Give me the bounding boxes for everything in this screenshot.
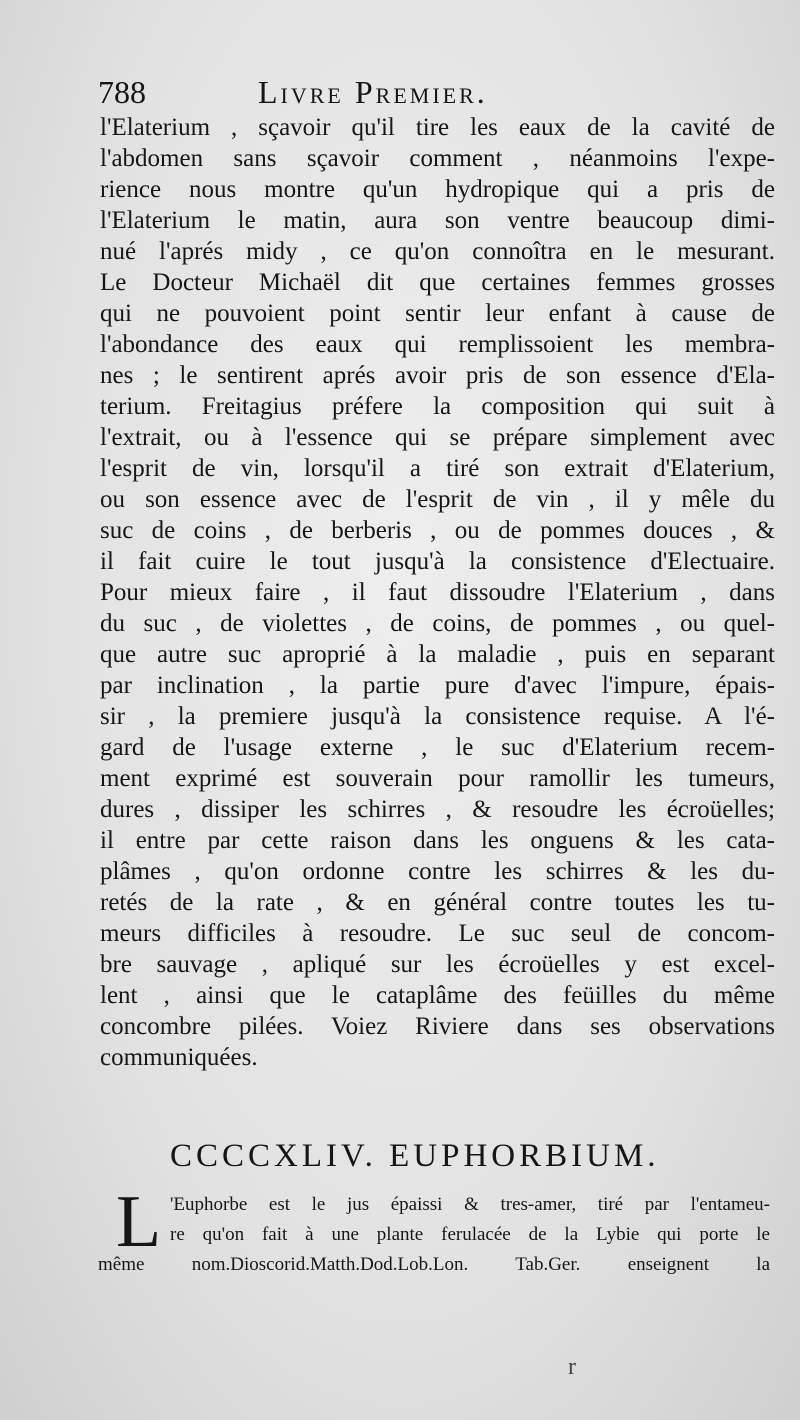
text-line: suc de coins , de berberis , ou de pommes douces , & [100, 517, 775, 544]
text-line: rience nous montre qu'un hydropique qui a pris de [100, 176, 775, 203]
page-header [98, 72, 778, 112]
text-line: il fait cuire le tout jusqu'à la consistence d'Electuaire. [100, 548, 775, 575]
text-line: l'esprit de vin, lorsqu'il a tiré son extrait d'Elaterium, [100, 455, 775, 482]
text-line: lent , ainsi que le cataplâme des feüilles du même [100, 982, 775, 1009]
drop-cap: L [116, 1181, 162, 1263]
text-line: il entre par cette raison dans les onguens & les cata- [100, 827, 775, 854]
text-line: communiquées. [100, 1044, 258, 1071]
text-line: l'abondance des eaux qui remplissoient les membra- [100, 331, 775, 358]
text-line: gard de l'usage externe , le suc d'Elaterium recem- [100, 734, 775, 761]
text-line: nes ; le sentirent aprés avoir pris de son essence d'Ela- [100, 362, 775, 389]
text-line: Pour mieux faire , il faut dissoudre l'Elaterium , dans [100, 579, 775, 606]
text-line: concombre pilées. Voiez Riviere dans ses observations [100, 1013, 775, 1040]
entry-paragraph [98, 1181, 770, 1290]
body-text [100, 112, 775, 1112]
text-line: ou son essence avec de l'esprit de vin , il y mêle du [100, 486, 775, 513]
text-line: du suc , de violettes , de coins, de pommes , ou quel- [100, 610, 775, 637]
text-line: terium. Freitagius préfere la composition qui suit à [100, 393, 775, 420]
text-line: nué l'aprés midy , ce qu'on connoîtra en le mesurant. [100, 238, 775, 265]
running-head: Livre Premier. [258, 74, 488, 110]
text-line: l'Elaterium , sçavoir qu'il tire les eaux de la cavité de [100, 114, 775, 141]
text-line: bre sauvage , apliqué sur les écroüelles y est excel- [100, 951, 775, 978]
text-line: l'extrait, ou à l'essence qui se prépare simplement avec [100, 424, 775, 451]
section-heading: CCCCXLIV. EUPHORBIUM. [170, 1138, 660, 1174]
text-line: meurs difficiles à resoudre. Le suc seul de concom- [100, 920, 775, 947]
entry-line: 'Euphorbe est le jus épaissi & tres-amer, tiré par l'entameu- [170, 1194, 770, 1215]
text-line: sir , la premiere jusqu'à la consistence requise. A l'é- [100, 703, 775, 730]
text-line: que autre suc aproprié à la maladie , puis en separant [100, 641, 775, 668]
text-line: l'abdomen sans sçavoir comment , néanmoins l'expe- [100, 145, 775, 172]
entry-line: même nom.Dioscorid.Matth.Dod.Lob.Lon. Tab.Ger. enseignent la [98, 1254, 770, 1275]
text-line: plâmes , qu'on ordonne contre les schirres & les du- [100, 858, 775, 885]
text-line: dures , dissiper les schirres , & resoudre les écroüelles; [100, 796, 775, 823]
text-line: l'Elaterium le matin, aura son ventre beaucoup dimi- [100, 207, 775, 234]
text-line: Le Docteur Michaël dit que certaines femmes grosses [100, 269, 775, 296]
text-line: retés de la rate , & en général contre toutes les tu- [100, 889, 775, 916]
text-line: ment exprimé est souverain pour ramollir les tumeurs, [100, 765, 775, 792]
text-line: qui ne pouvoient point sentir leur enfant à cause de [100, 300, 775, 327]
text-line: par inclination , la partie pure d'avec l'impure, épais- [100, 672, 775, 699]
stray-ink-mark: r [568, 1354, 576, 1380]
page-number: 788 [98, 74, 146, 110]
entry-line: re qu'on fait à une plante ferulacée de la Lybie qui porte le [170, 1224, 770, 1245]
